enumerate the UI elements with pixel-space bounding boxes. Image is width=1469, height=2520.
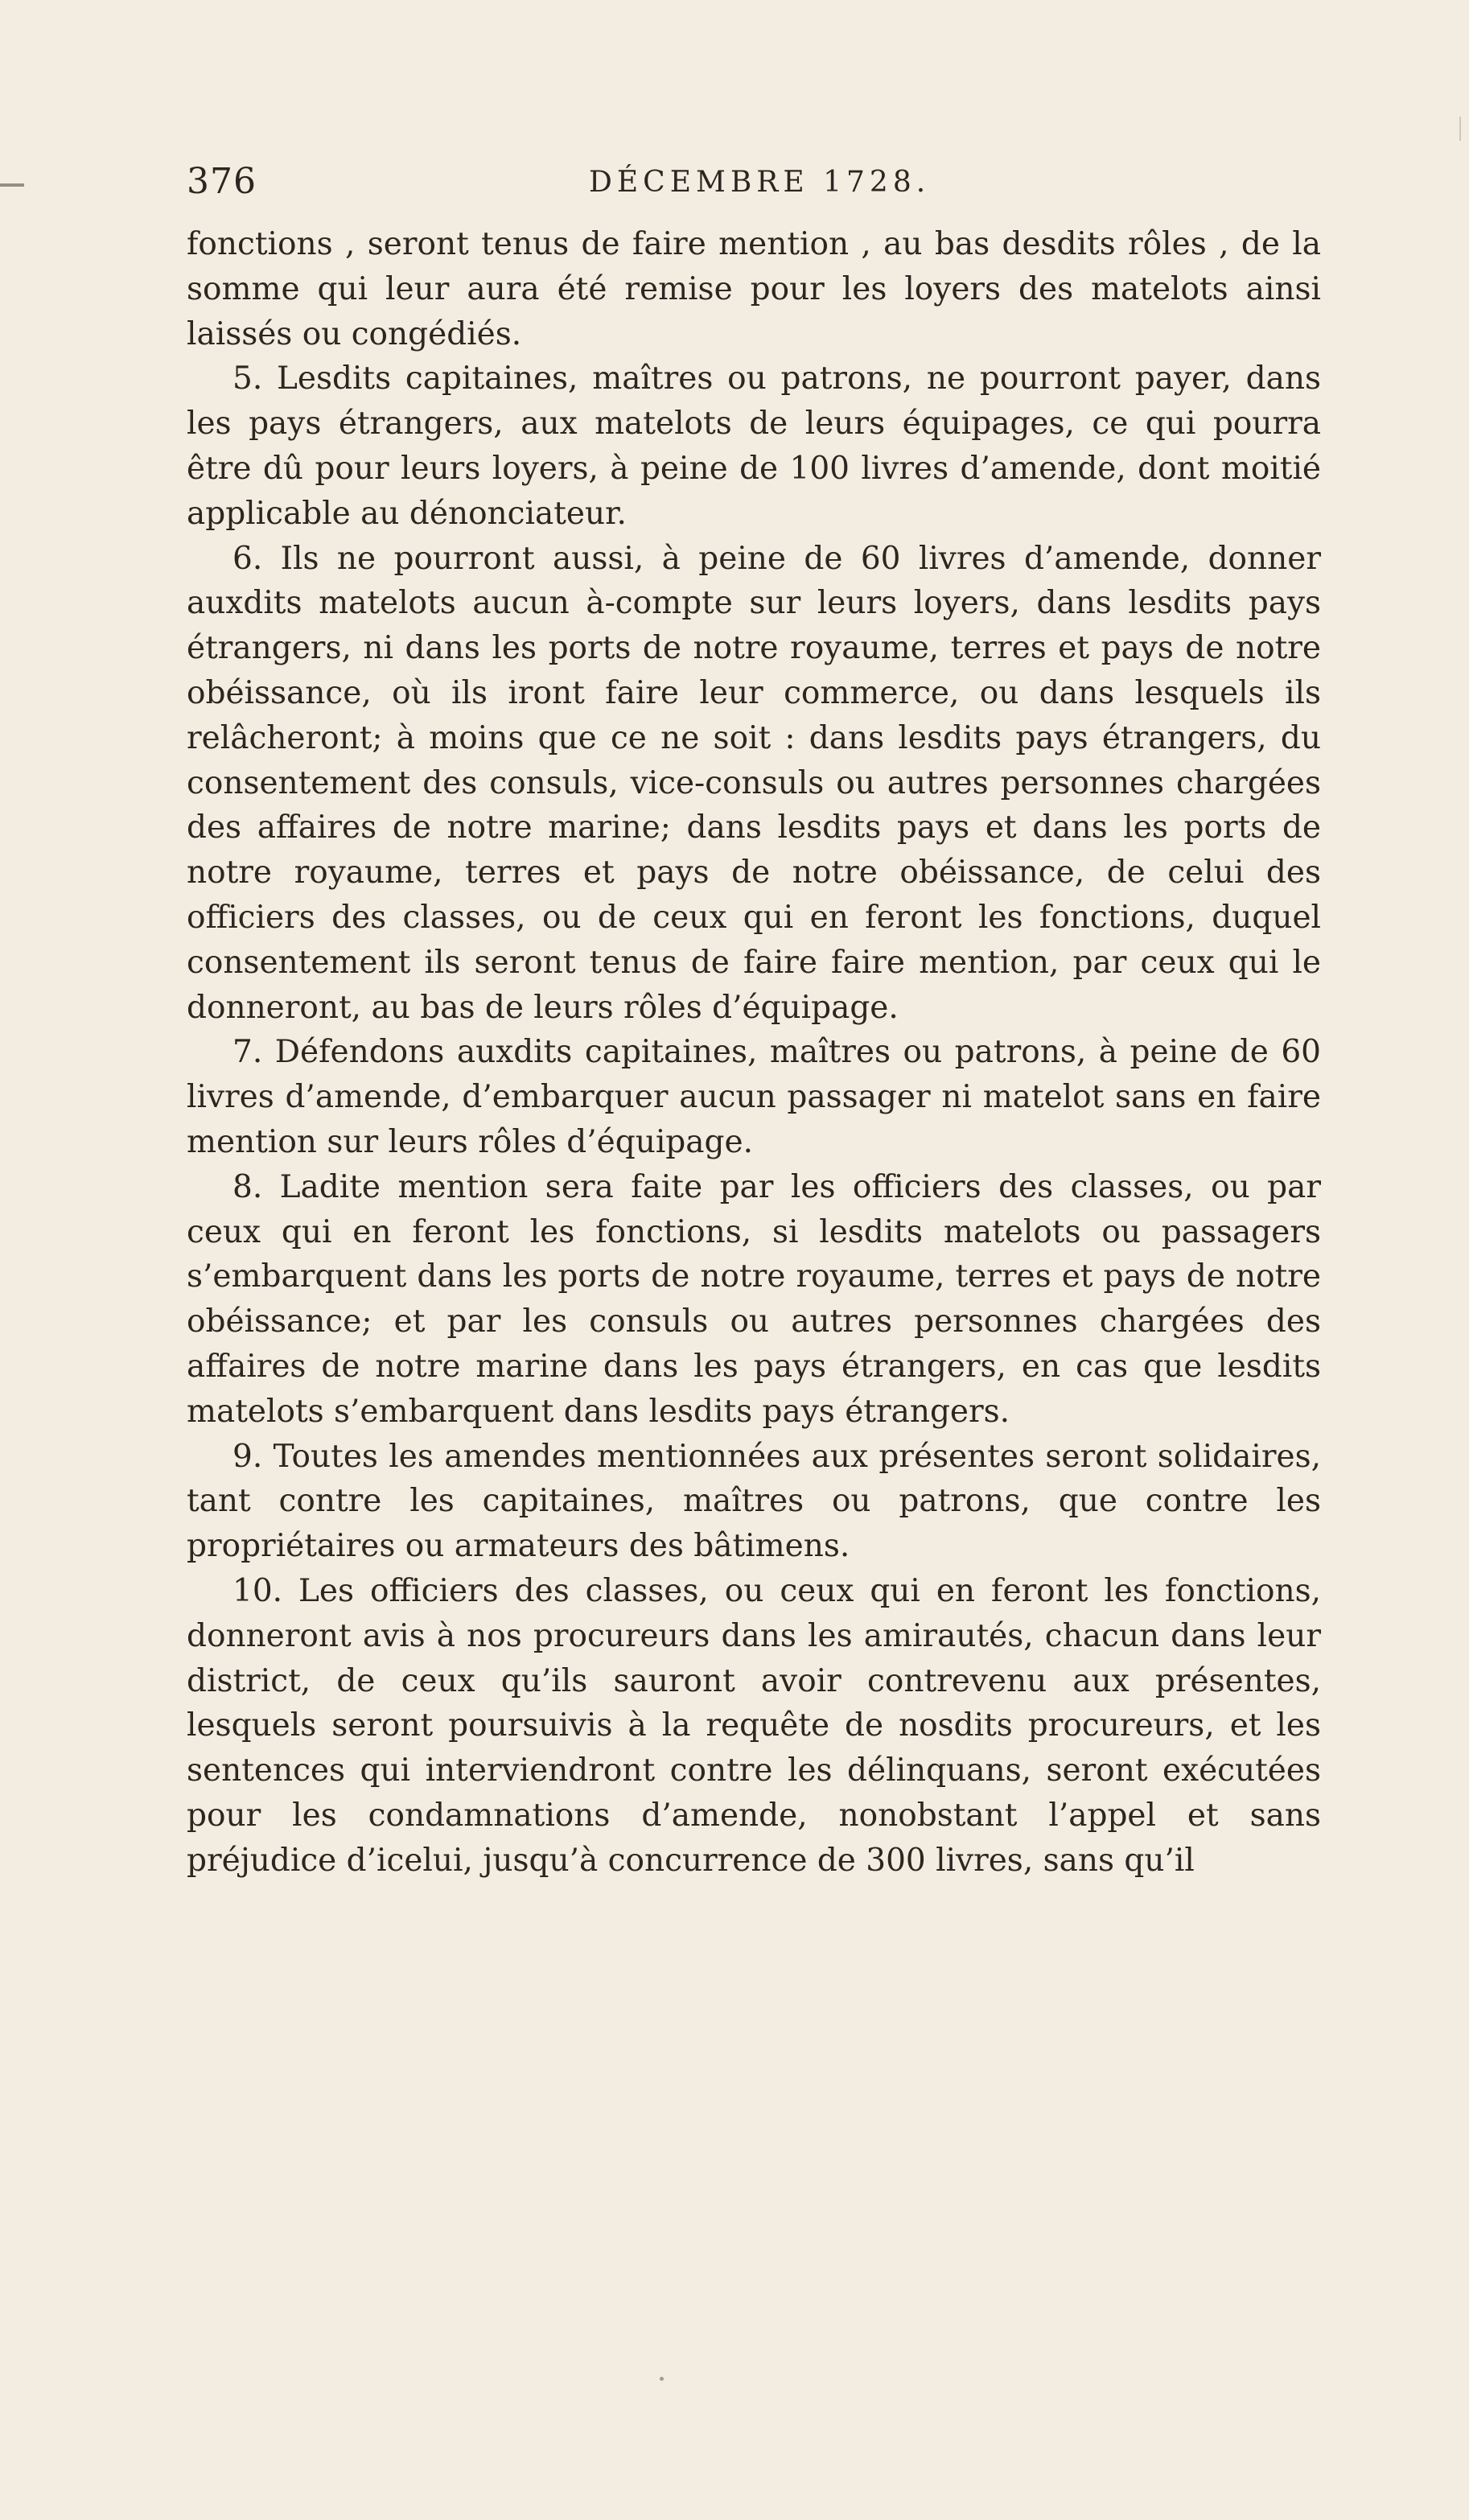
body-text bbox=[187, 222, 1321, 1883]
article-5: 5. Lesdits capitaines, maîtres ou patrons, ne pourront payer, dans les pays étrangers, aux matelots de leurs équipages, ce qui pourra être dû pour leurs loyers, à peine de 100 livres d’amende, dont moitié applicable au dénonciateur. bbox=[187, 360, 1321, 532]
article-8: 8. Ladite mention sera faite par les officiers des classes, ou par ceux qui en feront les fonctions, si lesdits matelots ou passagers s’embarquent dans les ports de notre royaume, terres et pays de notre obéissance; et par les consuls ou autres personnes chargées des affaires de notre marine dans les pays étrangers, en cas que lesdits matelots s’embarquent dans lesdits pays étrangers. bbox=[187, 1168, 1321, 1430]
page-edge-mark-right bbox=[1459, 117, 1461, 141]
paragraph-continuation: fonctions , seront tenus de faire mention , au bas desdits rôles , de la somme qui leur aura été remise pour les loyers des matelots ainsi laissés ou congédiés. bbox=[187, 226, 1321, 352]
page-header bbox=[187, 161, 1321, 209]
article-7: 7. Défendons auxdits capitaines, maîtres ou patrons, à peine de 60 livres d’amende, d’embarquer aucun passager ni matelot sans en faire mention sur leurs rôles d’équipage. bbox=[187, 1034, 1321, 1160]
page-edge-mark bbox=[0, 183, 24, 187]
running-head: DÉCEMBRE 1728. bbox=[589, 166, 931, 199]
article-10: 10. Les officiers des classes, ou ceux qui en feront les fonctions, donneront avis à nos procureurs dans les amirautés, chacun dans leur district, de ceux qu’ils sauront avoir contrevenu aux présentes, lesquels seront poursuivis à la requête de nosdits procureurs, et les sentences qui interviendront contre les délinquans, seront exécutées pour les condamnations d’amende, nonobstant l’appel et sans préjudice d’icelui, jusqu’à concurrence de 300 livres, sans qu’il bbox=[187, 1572, 1321, 1879]
article-6: 6. Ils ne pourront aussi, à peine de 60 livres d’amende, donner auxdits matelots aucun à-compte sur leurs loyers, dans lesdits pays étrangers, ni dans les ports de notre royaume, terres et pays de notre obéissance, où ils iront faire leur commerce, ou dans lesquels ils relâcheront; à moins que ce ne soit : dans lesdits pays étrangers, du consentement des consuls, vice-consuls ou autres personnes chargées des affaires de notre marine; dans lesdits pays et dans les ports de notre royaume, terres et pays de notre obéissance, de celui des officiers des classes, ou de ceux qui en feront les fonctions, duquel consentement ils seront tenus de faire faire mention, par ceux qui le donneront, au bas de leurs rôles d’équipage. bbox=[187, 540, 1321, 1026]
page-number: 376 bbox=[187, 161, 257, 202]
article-9: 9. Toutes les amendes mentionnées aux présentes seront solidaires, tant contre les capitaines, maîtres ou patrons, que contre les propriétaires ou armateurs des bâtimens. bbox=[187, 1438, 1321, 1565]
paper-speck bbox=[660, 2377, 664, 2381]
